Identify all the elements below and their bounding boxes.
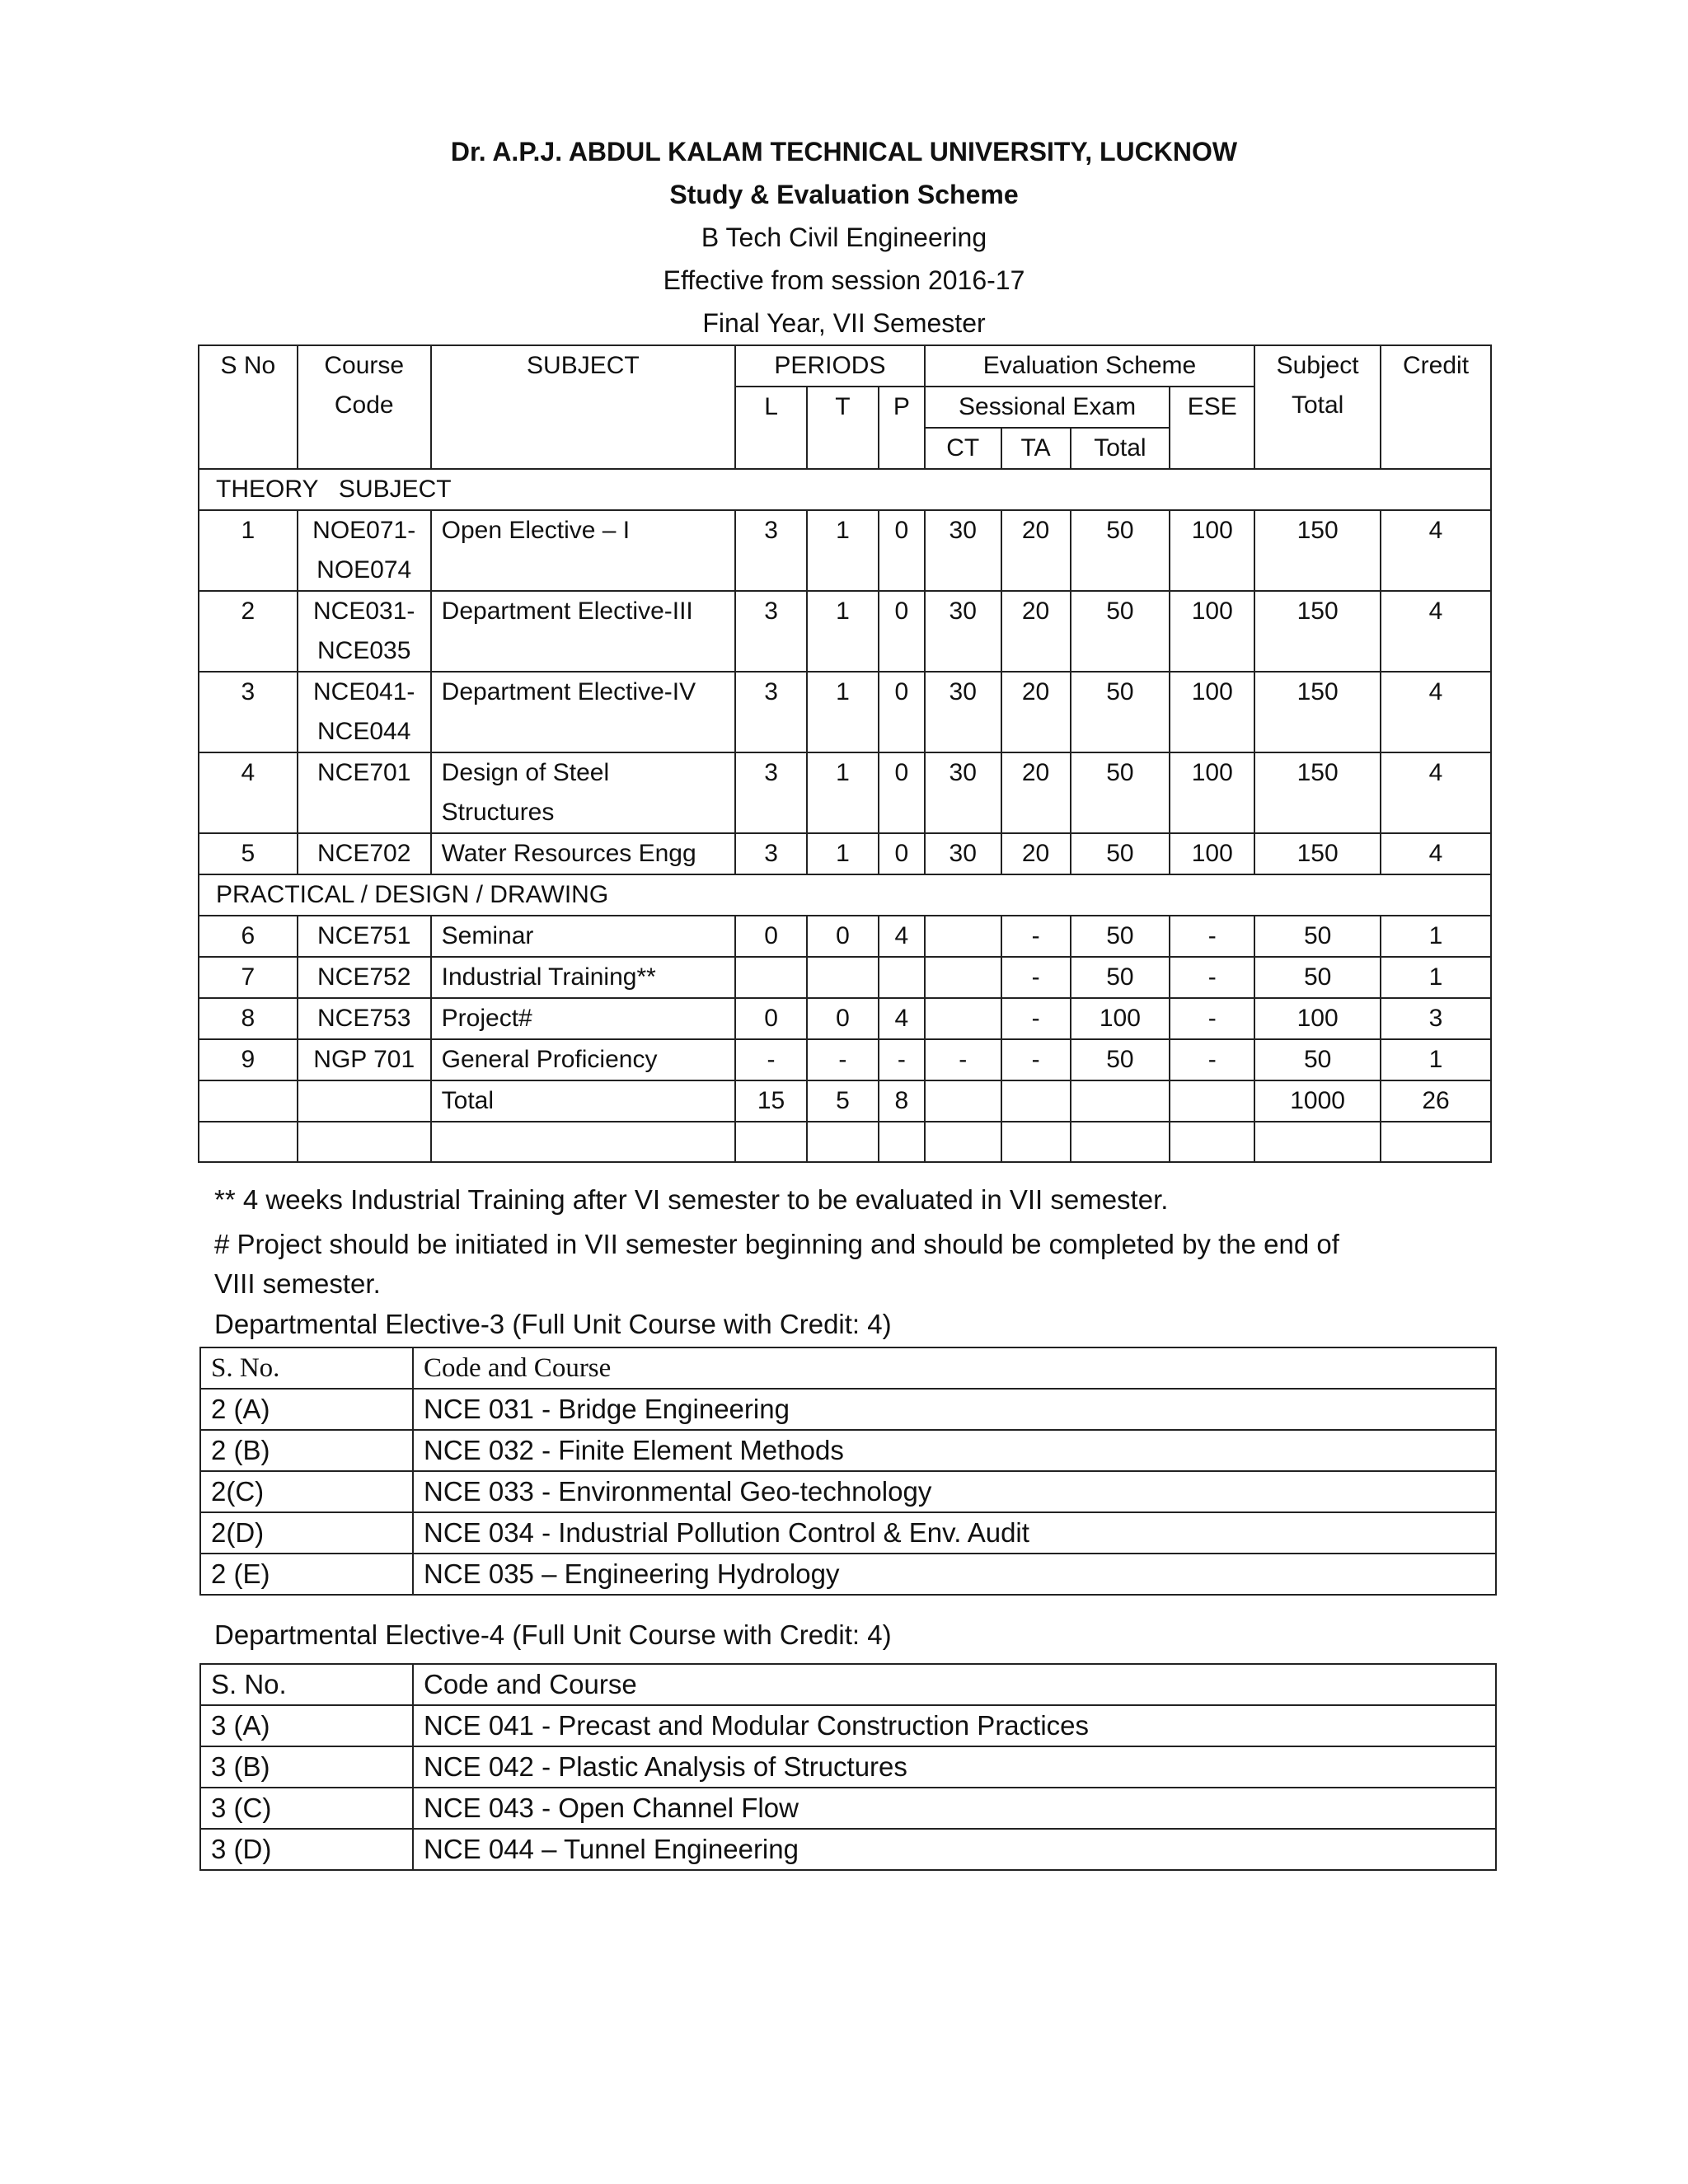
cell-p: 0 [879,833,925,874]
cell-credit: 3 [1381,998,1491,1039]
cell-total: 50 [1071,672,1170,752]
cell-l: 3 [735,591,807,672]
cell-ta: 20 [1001,672,1071,752]
cell-l: 3 [735,833,807,874]
cell-subject-total: 100 [1254,998,1381,1039]
col-sno: S. No. [200,1664,413,1705]
table-row: 2(C) NCE 033 - Environmental Geo-technology [200,1471,1496,1512]
cell-total: 50 [1071,1039,1170,1080]
cell-subject: Design of Steel Structures [431,752,735,833]
elective-4-title: Departmental Elective-4 (Full Unit Course with Credit: 4) [214,1619,892,1650]
cell-ct: 30 [925,591,1001,672]
table-row [199,916,1491,957]
cell-total: 50 [1071,957,1170,998]
col-sno: S. No. [200,1347,413,1389]
cell-credit: 4 [1381,752,1491,833]
cell-p: 0 [879,752,925,833]
cell-subject: Water Resources Engg [431,833,735,874]
cell-code [298,1080,431,1122]
cell-t: 0 [807,916,879,957]
cell-credit: 1 [1381,957,1491,998]
header-row [200,1347,1496,1389]
col-subject: SUBJECT [431,345,735,469]
section-label: PRACTICAL / DESIGN / DRAWING [199,874,1491,916]
program-name: B Tech Civil Engineering [701,223,987,252]
cell-subject-total: 150 [1254,833,1381,874]
col-evaluation-scheme: Evaluation Scheme [925,345,1254,387]
cell-subject: Seminar [431,916,735,957]
cell-ct [925,916,1001,957]
cell-sno: 6 [199,916,298,957]
training-note: ** 4 weeks Industrial Training after VI semester to be evaluated in VII semester. [214,1184,1169,1215]
cell-code: NCE752 [298,957,431,998]
cell-subject-total: 50 [1254,957,1381,998]
col-ct: CT [925,428,1001,469]
cell-ese: - [1170,1039,1254,1080]
elective-3-title: Departmental Elective-3 (Full Unit Course with Credit: 4) [214,1309,892,1339]
cell-subject-total: 150 [1254,752,1381,833]
cell-credit: 4 [1381,591,1491,672]
cell-ct: 30 [925,833,1001,874]
section-label: THEORY SUBJECT [199,469,1491,510]
cell-p: 0 [879,591,925,672]
cell-ct: 30 [925,510,1001,591]
cell-ese: - [1170,957,1254,998]
total-label: Total [431,1080,735,1122]
cell-total: 50 [1071,916,1170,957]
cell-t: 1 [807,591,879,672]
cell-sno: 7 [199,957,298,998]
evaluation-scheme-table [198,344,1492,1163]
cell-sno [199,1080,298,1122]
cell-sno: 8 [199,998,298,1039]
cell-ct [925,957,1001,998]
col-periods: PERIODS [735,345,925,387]
cell-sno: 2 [199,591,298,672]
section-row-practical [199,874,1491,916]
cell-code: NGP 701 [298,1039,431,1080]
header-row [199,345,1491,387]
table-row: 3 (B) NCE 042 - Plastic Analysis of Structures [200,1746,1496,1788]
table-row [199,510,1491,591]
cell-subject-total: 150 [1254,591,1381,672]
cell-subject-total: 150 [1254,510,1381,591]
cell-ta: - [1001,998,1071,1039]
table-row [199,752,1491,833]
header-row [200,1664,1496,1705]
cell-code: NCE701 [298,752,431,833]
cell-ese: 100 [1170,752,1254,833]
cell-ct [925,998,1001,1039]
cell-t: 1 [807,752,879,833]
cell-p: 0 [879,672,925,752]
cell-subject-total: 50 [1254,916,1381,957]
table-row: 3 (C) NCE 043 - Open Channel Flow [200,1788,1496,1829]
cell-credit: 1 [1381,1039,1491,1080]
cell-t [807,957,879,998]
cell-ese: 100 [1170,591,1254,672]
cell-code: NCE702 [298,833,431,874]
cell-ese: - [1170,916,1254,957]
cell-sno: 5 [199,833,298,874]
cell-total: 50 [1071,510,1170,591]
cell-l: 0 [735,916,807,957]
table-row: 3 (D) NCE 044 – Tunnel Engineering [200,1829,1496,1870]
cell-ese: 100 [1170,833,1254,874]
cell-p: 4 [879,916,925,957]
cell-t: 1 [807,833,879,874]
cell-subject: Open Elective – I [431,510,735,591]
cell-total: 100 [1071,998,1170,1039]
cell-subject-total: 150 [1254,672,1381,752]
table-row: 2 (A) NCE 031 - Bridge Engineering [200,1389,1496,1430]
cell-l: - [735,1039,807,1080]
col-subject-total: Subject Total [1254,345,1381,469]
col-sessional-exam: Sessional Exam [925,387,1170,428]
table-row: 2 (B) NCE 032 - Finite Element Methods [200,1430,1496,1471]
col-p: P [879,387,925,469]
cell-ta: 20 [1001,752,1071,833]
col-code-course: Code and Course [413,1664,1496,1705]
cell-ta: - [1001,916,1071,957]
cell-sno: 9 [199,1039,298,1080]
cell-l: 15 [735,1080,807,1122]
col-t: T [807,387,879,469]
cell-ta [1001,1080,1071,1122]
elective-3-table [199,1347,1497,1596]
cell-subject: Department Elective-IV [431,672,735,752]
table-row: 2(D) NCE 034 - Industrial Pollution Control & Env. Audit [200,1512,1496,1554]
table-row: 3 (A) NCE 041 - Precast and Modular Construction Practices [200,1705,1496,1746]
session-line: Effective from session 2016-17 [663,265,1025,295]
cell-subject: General Proficiency [431,1039,735,1080]
cell-code: NCE031- NCE035 [298,591,431,672]
cell-l [735,957,807,998]
project-note: # Project should be initiated in VII semester beginning and should be completed by the end of VIII semester. [214,1229,1339,1299]
cell-credit: 4 [1381,833,1491,874]
cell-code: NCE751 [298,916,431,957]
cell-code: NOE071- NOE074 [298,510,431,591]
col-ta: TA [1001,428,1071,469]
table-row [199,957,1491,998]
cell-total: 50 [1071,752,1170,833]
cell-ct: - [925,1039,1001,1080]
cell-credit: 1 [1381,916,1491,957]
cell-l: 0 [735,998,807,1039]
col-l: L [735,387,807,469]
semester-line: Final Year, VII Semester [702,308,986,338]
cell-ese: - [1170,998,1254,1039]
cell-subject: Department Elective-III [431,591,735,672]
cell-p: - [879,1039,925,1080]
col-ese: ESE [1170,387,1254,469]
cell-ta: - [1001,1039,1071,1080]
cell-p [879,957,925,998]
total-row [199,1080,1491,1122]
cell-p: 4 [879,998,925,1039]
cell-ta: 20 [1001,591,1071,672]
cell-t: - [807,1039,879,1080]
cell-t: 1 [807,510,879,591]
cell-total: 50 [1071,833,1170,874]
cell-ct: 30 [925,672,1001,752]
cell-ese: 100 [1170,672,1254,752]
cell-l: 3 [735,752,807,833]
cell-total: 50 [1071,591,1170,672]
cell-t: 0 [807,998,879,1039]
cell-code: NCE753 [298,998,431,1039]
cell-sno: 3 [199,672,298,752]
cell-credit: 4 [1381,672,1491,752]
cell-credit: 4 [1381,510,1491,591]
cell-p: 0 [879,510,925,591]
cell-ta: - [1001,957,1071,998]
empty-row [199,1122,1491,1162]
section-row-theory [199,469,1491,510]
col-course-code: Course Code [298,345,431,469]
cell-ct: 30 [925,752,1001,833]
cell-t: 1 [807,672,879,752]
cell-subject: Project# [431,998,735,1039]
col-credit: Credit [1381,345,1491,469]
cell-total [1071,1080,1170,1122]
cell-l: 3 [735,672,807,752]
cell-ta: 20 [1001,510,1071,591]
col-sno: S No [199,345,298,469]
university-title: Dr. A.P.J. ABDUL KALAM TECHNICAL UNIVERSITY, LUCKNOW [450,137,1238,166]
cell-code: NCE041- NCE044 [298,672,431,752]
cell-ct [925,1080,1001,1122]
cell-ese: 100 [1170,510,1254,591]
cell-l: 3 [735,510,807,591]
cell-ese [1170,1080,1254,1122]
cell-t: 5 [807,1080,879,1122]
cell-subject-total: 50 [1254,1039,1381,1080]
cell-subject: Industrial Training** [431,957,735,998]
table-row [199,998,1491,1039]
cell-ta: 20 [1001,833,1071,874]
table-row: 2 (E) NCE 035 – Engineering Hydrology [200,1554,1496,1595]
table-row [199,1039,1491,1080]
table-row [199,833,1491,874]
cell-subject-total: 1000 [1254,1080,1381,1122]
scheme-title: Study & Evaluation Scheme [669,180,1019,209]
elective-4-table [199,1663,1497,1871]
col-total: Total [1071,428,1170,469]
table-row [199,591,1491,672]
cell-sno: 4 [199,752,298,833]
cell-p: 8 [879,1080,925,1122]
table-row [199,672,1491,752]
cell-sno: 1 [199,510,298,591]
cell-credit: 26 [1381,1080,1491,1122]
col-code-course: Code and Course [413,1347,1496,1389]
